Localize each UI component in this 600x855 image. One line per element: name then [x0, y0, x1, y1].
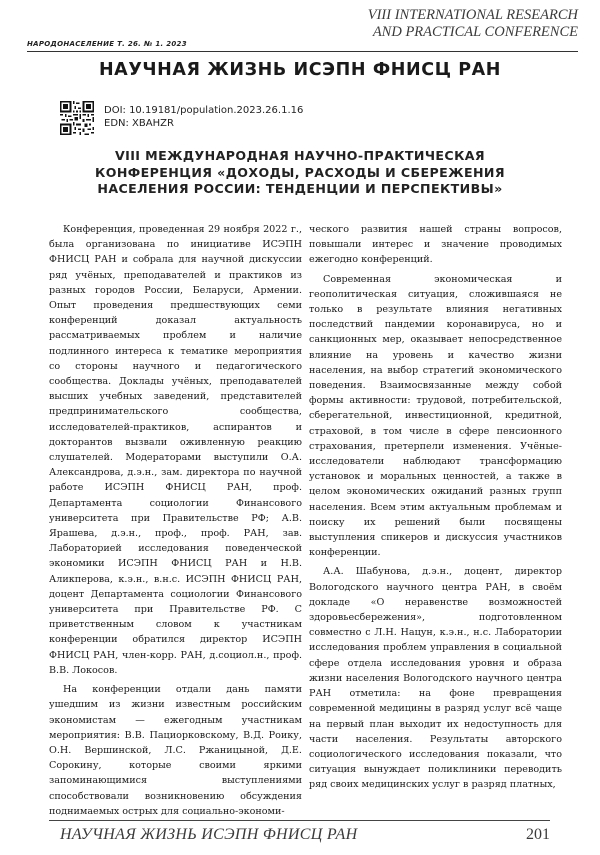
conference-line-1: VIII INTERNATIONAL RESEARCH [367, 7, 578, 23]
footer-rule [49, 820, 550, 821]
paragraph: Конференция, проведенная 29 ноября 2022 г., была организована по инициативе ИСЭПН ФНИСЦ РАН и собрала для научной дискуссии ряд учёных, преподавателей и практиков из разных городов России, Беларуси, Армении. Опыт проведения предшествующих семи конференций доказал актуальность рассматриваемых проблем и наличие подлинного интереса к тематике мероприятия со стороны научного и педагогического сообщества. Доклады учёных, преподавателей высших учебных заведений, представителей предпринимательского сообщества, исследователей-практиков, аспирантов и докторантов вызвали оживленную реакцию слушателей. Модераторами выступили О.А. Александрова, д.э.н., зам. директора по научной работе ИСЭПН ФНИСЦ РАН, проф. Департамента социологии Финансового университета при Правительстве РФ; А.В. Ярашева, д.э.н., проф., проф. РАН, зав. Лабораторией исследования поведенческой экономики ИСЭПН ФНИСЦ РАН и Н.В. Аликперова, к.э.н., в.н.с. ИСЭПН ФНИСЦ РАН, доцент Департамента социологии Финансового университета при Правительстве РФ. С приветственным словом к участникам конференции обратился директор ИСЭПН ФНИСЦ РАН, член-корр. РАН, д.социол.н., проф. В.В. Локосов. [49, 224, 302, 676]
edn-code: EDN: XBAHZR [104, 118, 174, 129]
article-title-line-2: КОНФЕРЕНЦИЯ «ДОХОДЫ, РАСХОДЫ И СБЕРЕЖЕНИЯ [95, 164, 505, 180]
header-rule [27, 51, 578, 52]
paragraph: ческого развития нашей страны вопросов, повышали интерес и значение проводимых ежегодно конференций. [309, 224, 562, 266]
section-title: НАУЧНАЯ ЖИЗНЬ ИСЭПН ФНИСЦ РАН [98, 60, 502, 80]
journal-reference: НАРОДОНАСЕЛЕНИЕ Т. 26. № 1. 2023 [27, 40, 187, 48]
article-title-line-1: VIII МЕЖДУНАРОДНАЯ НАУЧНО-ПРАКТИЧЕСКАЯ [114, 148, 486, 163]
conference-header [278, 7, 578, 41]
paragraph: Современная экономическая и геополитическая ситуация, сложившаяся не только в результате влияния негативных последствий пандемии коронавируса, но и санкционных мер, оказывает непосредственное влияние на уровень и качество жизни населения, на выбор стратегий экономического поведения. Взаимосвязанные между собой формы активности: трудовой, потребительской, сберегательной, инвестиционной, кредитной, страховой, в том числе в сфере пенсионного страхования, претерпели изменения. Учёные-исследователи наблюдают трансформацию установок и моральных ценностей, а также в целом экономических ожиданий разных групп населения. Всем этим актуальным проблемам и поиску их решений были посвящены выступления спикеров и дискуссия участников конференции. [309, 273, 562, 559]
conference-line-2: AND PRACTICAL CONFERENCE [372, 24, 578, 40]
page-number: 201 [526, 826, 550, 843]
qr-code-icon [60, 101, 94, 135]
footer-title: НАУЧНАЯ ЖИЗНЬ ИСЭПН ФНИСЦ РАН [60, 826, 358, 843]
article-title [80, 148, 520, 198]
article-title-line-3: НАСЕЛЕНИЯ РОССИИ: ТЕНДЕНЦИИ И ПЕРСПЕКТИВЫ» [97, 181, 503, 196]
left-column [49, 222, 302, 819]
paragraph: А.А. Шабунова, д.э.н., доцент, директор Вологодского научного центра РАН, в своём докладе «О неравенстве возможностей здоровьесбережения», подготовленном совместно с Л.Н. Нацун, к.э.н., н.с. Лаборатории исследования проблем управления в социальной сфере отдела исследования уровня и образа жизни населения Вологодского научного центра РАН отметила: на фоне превращения современной медицины в разряд услуг всё чаще на первый план выходит их недоступность для части населения. Результаты авторского социологического исследования показали, что ситуация вынуждает поликлиники переводить ряд своих медицинских услуг в разряд платных, [309, 566, 562, 791]
identifiers [104, 104, 303, 130]
right-column [309, 222, 562, 793]
doi-link[interactable]: DOI: 10.19181/population.2023.26.1.16 [104, 105, 304, 116]
paragraph: На конференции отдали дань памяти ушедшим из жизни известным российским экономистам — ежегодным участникам мероприятия: В.В. Пациорковскому, В.Д. Роику, О.Н. Вершинской, Л.С. Ржаницыной, Д.Е. Сорокину, которые своими яркими запоминающимися выступлениями способствовали возникновению обсуждения поднимаемых острых для социально-экономи- [49, 684, 302, 817]
